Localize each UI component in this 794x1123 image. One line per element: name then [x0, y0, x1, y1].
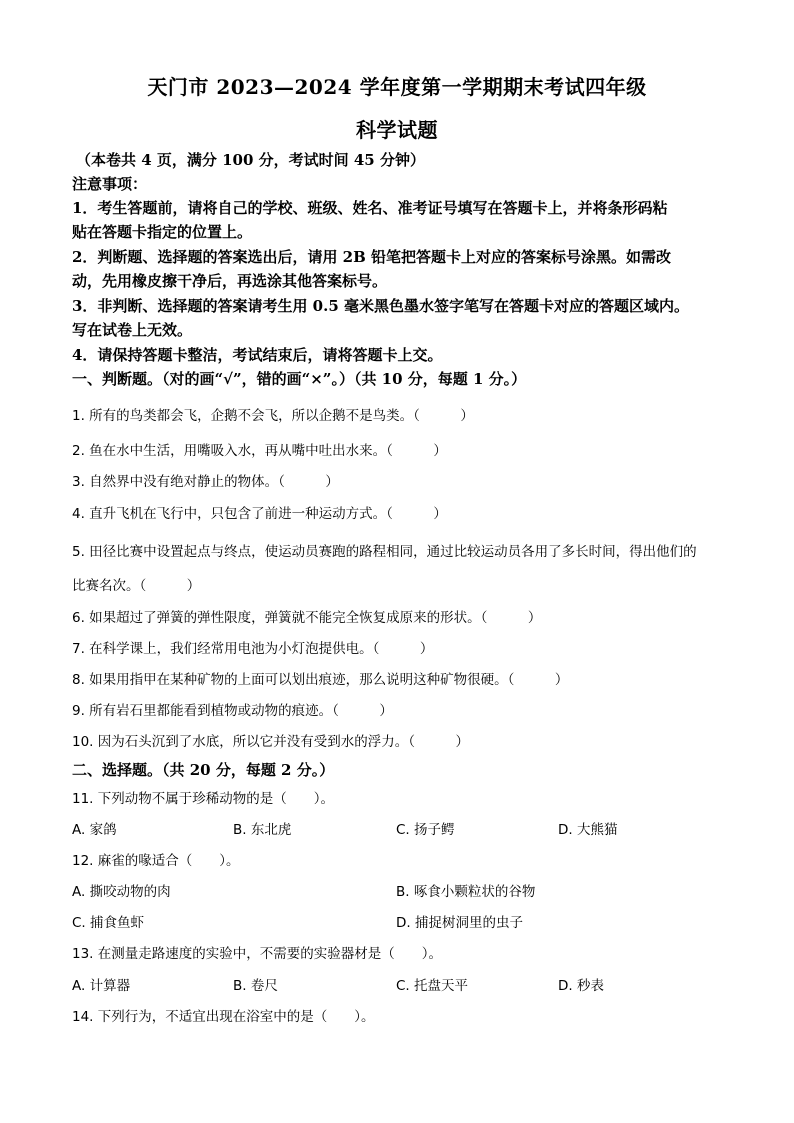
q12-option-a: A. 撕咬动物的肉 — [72, 884, 171, 900]
q12-option-d: D. 捕捉树洞里的虫子 — [396, 915, 523, 931]
notice-line: 3．非判断、选择题的答案请考生用 0.5 毫米黑色墨水签字笔写在答题卡对应的答题区域内。 — [72, 297, 689, 315]
question-5-cont: 比赛名次。（ ） — [72, 578, 201, 594]
q13-option-a: A. 计算器 — [72, 978, 131, 994]
question-10: 10. 因为石头沉到了水底，所以它并没有受到水的浮力。（ ） — [72, 734, 470, 750]
question-8: 8. 如果用指甲在某种矿物的上面可以划出痕迹，那么说明这种矿物很硬。（ ） — [72, 672, 569, 688]
question-7: 7. 在科学课上，我们经常用电池为小灯泡提供电。（ ） — [72, 641, 434, 657]
question-6: 6. 如果超过了弹簧的弹性限度，弹簧就不能完全恢复成原来的形状。（ ） — [72, 610, 542, 626]
q13-option-b: B. 卷尺 — [233, 978, 278, 994]
exam-info: （本卷共 4 页，满分 100 分，考试时间 45 分钟） — [76, 151, 425, 169]
question-2: 2. 鱼在水中生活，用嘴吸入水，再从嘴中吐出水来。（ ） — [72, 443, 447, 459]
question-4: 4. 直升飞机在飞行中，只包含了前进一种运动方式。（ ） — [72, 506, 447, 522]
q13-option-d: D. 秒表 — [558, 978, 604, 994]
notice-line: 4．请保持答题卡整洁，考试结束后，请将答题卡上交。 — [72, 346, 443, 364]
notice-line: 贴在答题卡指定的位置上。 — [72, 223, 253, 241]
question-11: 11. 下列动物不属于珍稀动物的是（ ）。 — [72, 791, 335, 807]
notice-heading: 注意事项： — [72, 175, 148, 193]
question-9: 9. 所有岩石里都能看到植物或动物的痕迹。（ ） — [72, 703, 393, 719]
question-13: 13. 在测量走路速度的实验中，不需要的实验器材是（ ）。 — [72, 946, 443, 962]
q12-option-c: C. 捕食鱼虾 — [72, 915, 145, 931]
notice-line: 2．判断题、选择题的答案选出后，请用 2B 铅笔把答题卡上对应的答案标号涂黑。如需改 — [72, 248, 672, 266]
section2-heading: 二、选择题。（共 20 分，每题 2 分。） — [72, 761, 335, 779]
question-14: 14. 下列行为，不适宜出现在浴室中的是（ ）。 — [72, 1009, 375, 1025]
exam-subtitle: 科学试题 — [356, 118, 438, 142]
notice-line: 写在试卷上无效。 — [72, 321, 193, 339]
q11-option-c: C. 扬子鳄 — [396, 822, 455, 838]
question-3: 3. 自然界中没有绝对静止的物体。（ ） — [72, 474, 339, 490]
notice-line: 1．考生答题前，请将自己的学校、班级、姓名、准考证号填写在答题卡上，并将条形码粘 — [72, 199, 668, 217]
q13-option-c: C. 托盘天平 — [396, 978, 469, 994]
q11-option-d: D. 大熊猫 — [558, 822, 618, 838]
exam-title: 天门市 2023—2024 学年度第一学期期末考试四年级 — [147, 75, 647, 99]
q12-option-b: B. 啄食小颗粒状的谷物 — [396, 884, 536, 900]
q11-option-a: A. 家鸽 — [72, 822, 117, 838]
question-5: 5. 田径比赛中设置起点与终点，使运动员赛跑的路程相同，通过比较运动员各用了多长时间，得出他们的 — [72, 544, 697, 560]
section1-heading: 一、判断题。（对的画“√”，错的画“×”。）（共 10 分，每题 1 分。） — [72, 370, 527, 388]
question-1: 1. 所有的鸟类都会飞，企鹅不会飞，所以企鹅不是鸟类。（ ） — [72, 408, 474, 424]
question-12: 12. 麻雀的喙适合（ ）。 — [72, 853, 240, 869]
q11-option-b: B. 东北虎 — [233, 822, 292, 838]
notice-line: 动，先用橡皮擦干净后，再选涂其他答案标号。 — [72, 272, 388, 290]
